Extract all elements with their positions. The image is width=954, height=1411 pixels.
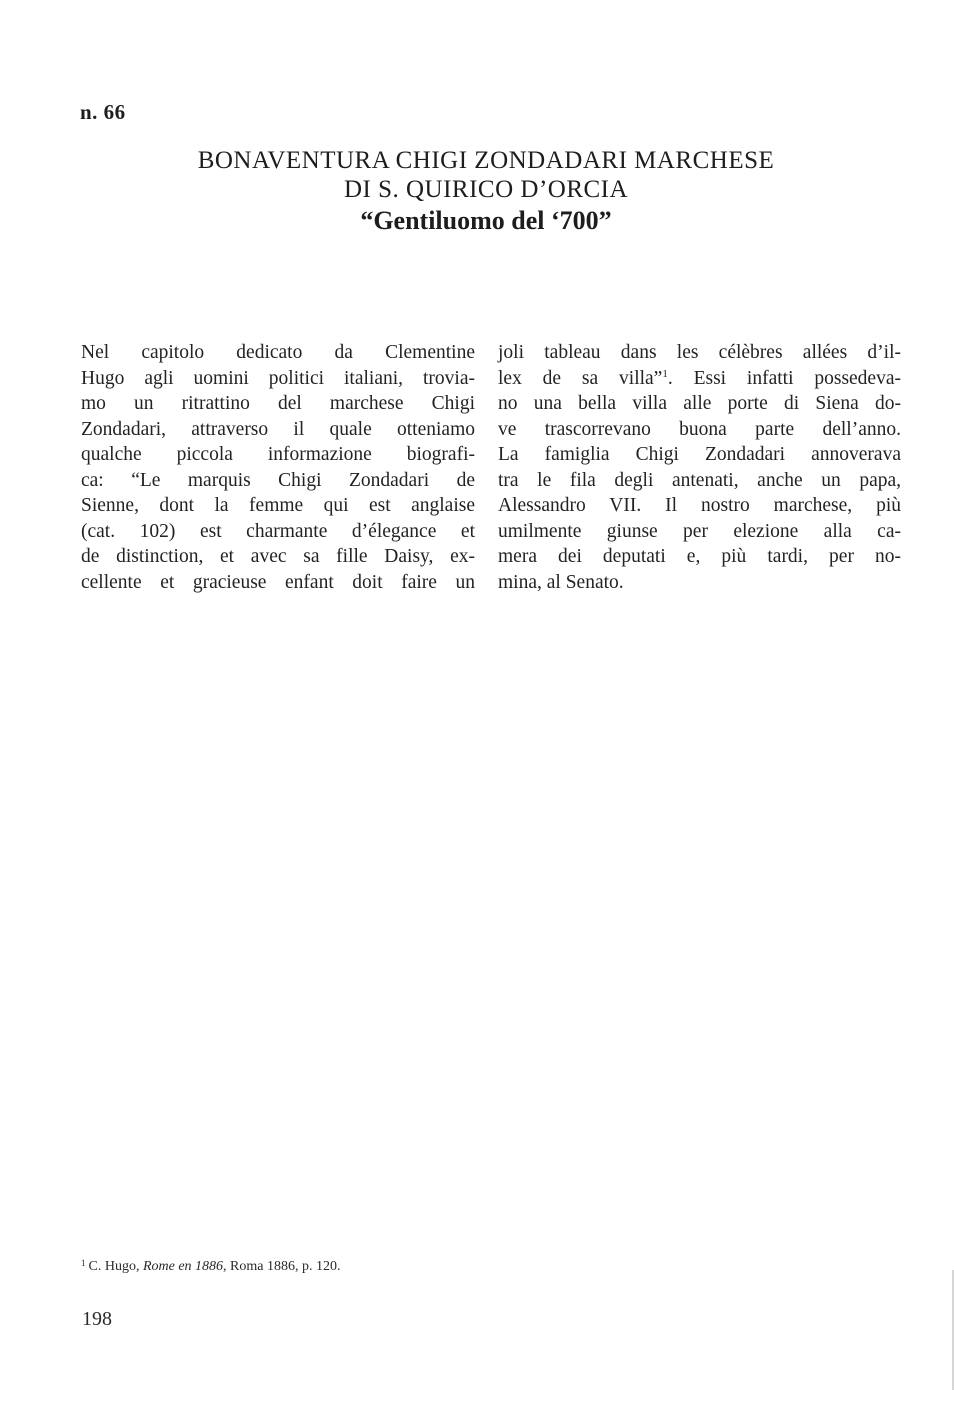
body-text: lex de sa villa”: [498, 367, 663, 389]
body-line: Alessandro VII. Il nostro marchese, più: [498, 495, 901, 516]
footnote: [81, 1259, 341, 1275]
title-block: [80, 146, 892, 238]
body-right-column: [498, 340, 901, 595]
body-line-with-footnote-ref: [498, 366, 901, 392]
body-line: mera dei deputati e, più tardi, per no-: [498, 546, 901, 567]
subtitle: “Gentiluomo del ‘700”: [360, 206, 612, 235]
body-line: de distinction, et avec sa fille Daisy, ex-: [81, 546, 475, 567]
body-text: . Essi infatti possedeva-: [667, 367, 901, 389]
page-number: 198: [82, 1308, 112, 1330]
footnote-work-title: Rome en 1886: [142, 1259, 224, 1274]
body-line: Zondadari, attraverso il quale otteniamo: [81, 418, 475, 440]
footnote-rest: , Roma 1886, p. 120.: [223, 1259, 341, 1274]
body-line: no una bella villa alle porte di Siena do-: [498, 393, 901, 414]
body-line: umilmente giunse per elezione alla ca-: [498, 520, 901, 542]
item-number: n. 66: [80, 100, 126, 124]
body-line: La famiglia Chigi Zondadari annoverava: [498, 444, 901, 465]
body-line: Sienne, dont la femme qui est anglaise: [81, 495, 475, 516]
body-line: Nel capitolo dedicato da Clementine: [81, 342, 475, 363]
body-line: tra le fila degli antenati, anche un papa,: [498, 469, 901, 491]
footnote-number: 1: [81, 1258, 86, 1268]
title-line-1: BONAVENTURA CHIGI ZONDADARI MARCHESE: [197, 147, 775, 174]
body-line: mo un ritrattino del marchese Chigi: [81, 393, 475, 414]
body-line: qualche piccola informazione biografi-: [81, 444, 475, 465]
body-line: Hugo agli uomini politici italiani, trovia-: [81, 367, 475, 389]
footnote-reference: 1: [662, 367, 668, 380]
body-line: mina, al Senato.: [498, 571, 624, 593]
body-line: joli tableau dans les célèbres allées d’il-: [498, 342, 901, 363]
title-line-2: DI S. QUIRICO D’ORCIA: [343, 176, 629, 203]
body-line: cellente et gracieuse enfant doit faire un: [81, 571, 475, 593]
body-left-column: [81, 340, 475, 595]
body-line: (cat. 102) est charmante d’élegance et: [81, 520, 475, 542]
body-line: ve trascorrevano buona parte dell’anno.: [498, 418, 901, 440]
footnote-author: C. Hugo,: [88, 1259, 143, 1274]
body-line: ca: “Le marquis Chigi Zondadari de: [81, 469, 475, 491]
